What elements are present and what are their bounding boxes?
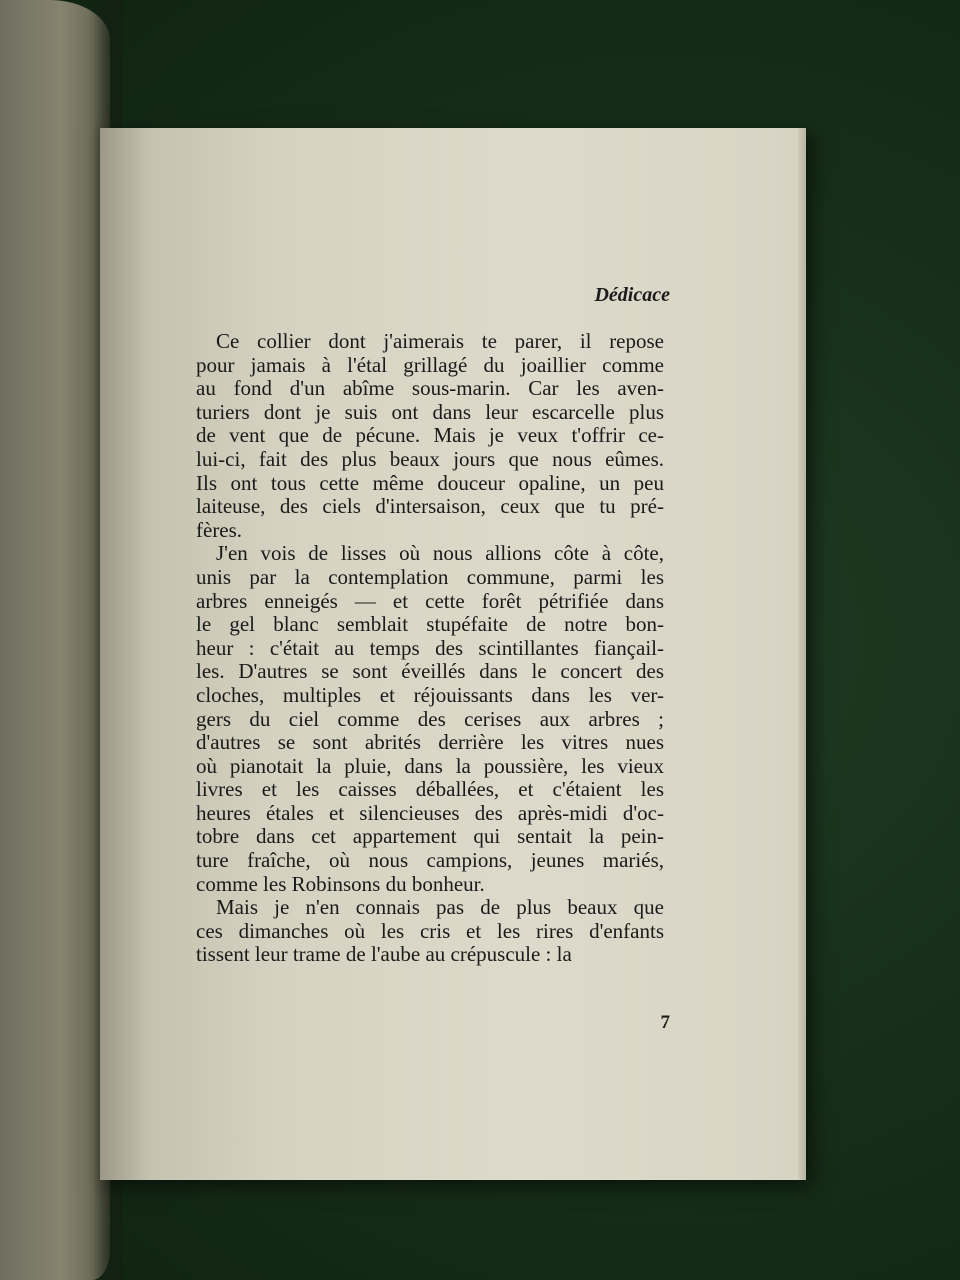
text-line: pour jamais à l'étal grillagé du joaillier comme	[196, 352, 664, 377]
body-text	[196, 330, 664, 967]
running-head: Dédicace	[594, 284, 670, 306]
text-line: Ce collier dont j'aimerais te parer, il repose	[216, 329, 664, 353]
page-fore-edge	[798, 128, 806, 1180]
text-line: arbres enneigés — et cette forêt pétrifiée dans	[196, 588, 664, 613]
text-line: le gel blanc semblait stupéfaite de notre bon-	[196, 612, 664, 637]
text-line: heures étales et silencieuses des après-midi d'oc-	[196, 800, 664, 825]
text-line: au fond d'un abîme sous-marin. Car les aven-	[196, 376, 664, 401]
book-page	[100, 128, 806, 1180]
text-line: Ils ont tous cette même douceur opaline, un peu	[196, 470, 664, 495]
text-line: comme les Robinsons du bonheur.	[196, 871, 485, 896]
text-line: laiteuse, des ciels d'intersaison, ceux que tu pré-	[196, 494, 664, 519]
text-line: cloches, multiples et réjouissants dans les ver-	[196, 682, 664, 707]
text-line: lui-ci, fait des plus beaux jours que nous eûmes.	[196, 446, 664, 471]
text-line: d'autres se sont abrités derrière les vitres nues	[196, 730, 664, 755]
text-line: de vent que de pécune. Mais je veux t'offrir ce-	[196, 423, 664, 448]
text-line: unis par la contemplation commune, parmi les	[196, 564, 664, 589]
text-line: ture fraîche, où nous campions, jeunes mariés,	[196, 848, 664, 873]
text-line: tissent leur trame de l'aube au crépuscule : la	[196, 942, 572, 967]
text-line: heur : c'était au temps des scintillantes fiançail-	[196, 635, 664, 660]
text-line: Mais je n'en connais pas de plus beaux que	[216, 895, 664, 920]
page-number: 7	[660, 1012, 670, 1033]
text-line: où pianotait la pluie, dans la poussière, les vieux	[196, 753, 664, 778]
text-line: ces dimanches où les cris et les rires d'enfants	[196, 918, 664, 943]
text-line: les. D'autres se sont éveillés dans le concert des	[196, 659, 664, 684]
text-line: gers du ciel comme des cerises aux arbres ;	[196, 706, 664, 731]
text-line: J'en vois de lisses où nous allions côte à côte,	[216, 541, 664, 566]
text-line: turiers dont je suis ont dans leur escarcelle plus	[196, 399, 664, 424]
text-line: livres et les caisses déballées, et c'étaient les	[196, 777, 664, 802]
text-line: tobre dans cet appartement qui sentait la pein-	[196, 824, 664, 849]
text-line: fères.	[196, 517, 243, 542]
